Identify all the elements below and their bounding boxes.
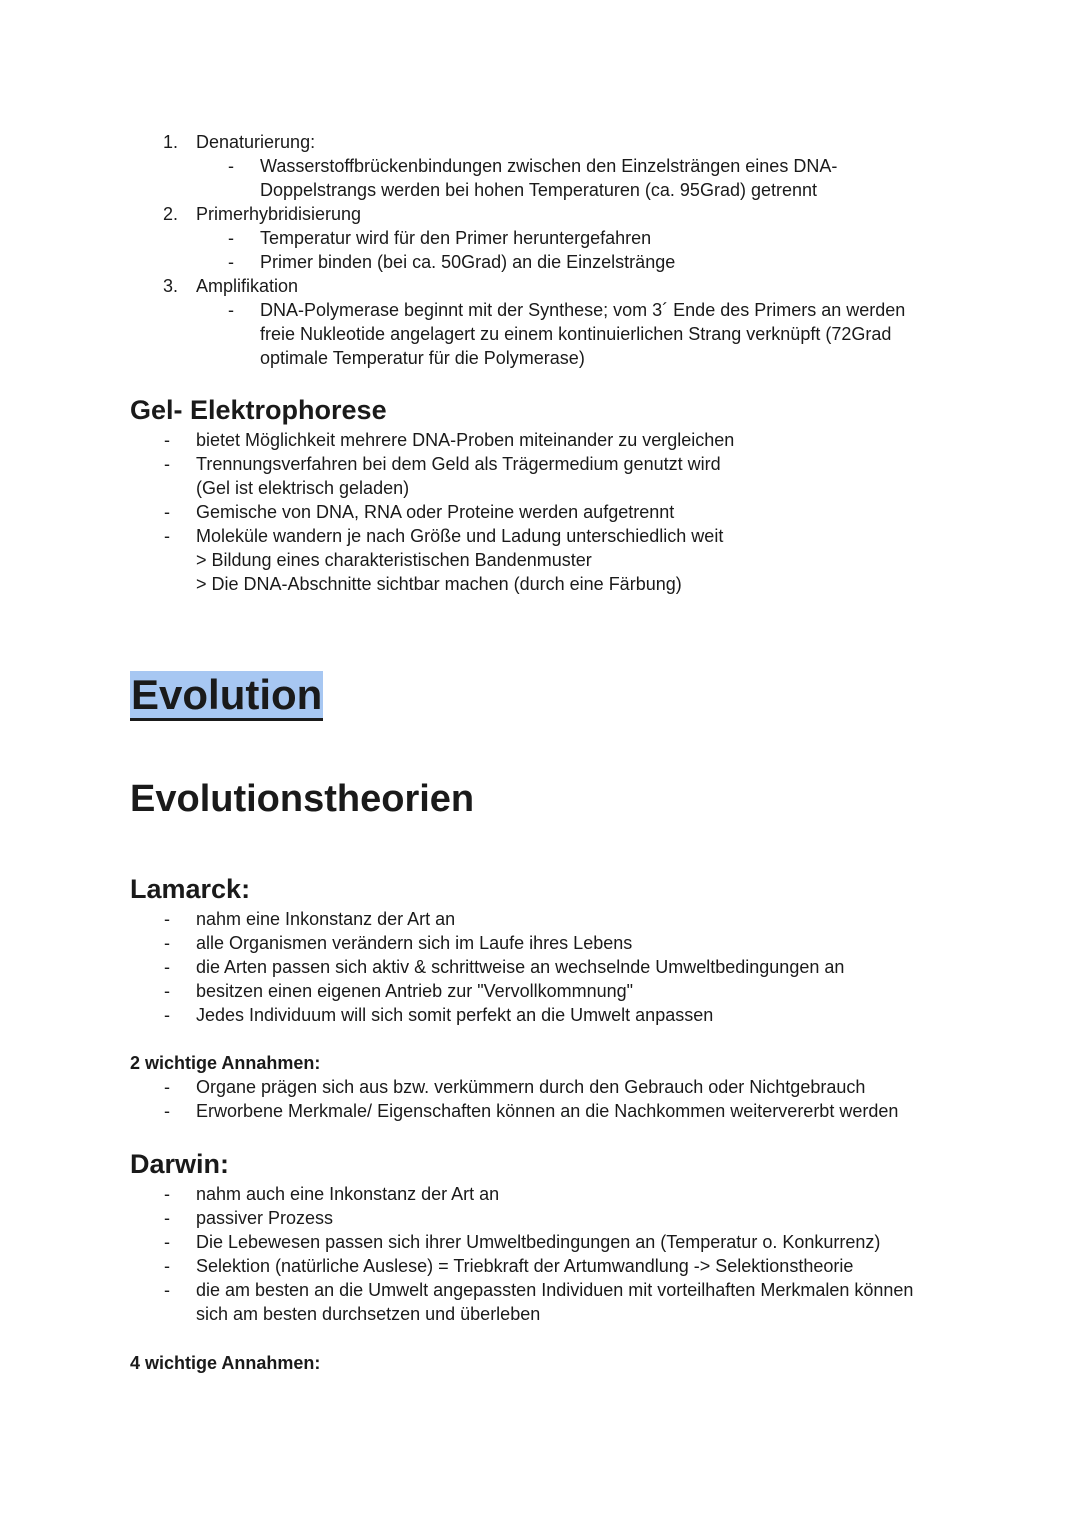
- dash-bullet-icon: -: [228, 228, 234, 248]
- bullet-line: > Bildung eines charakteristischen Bandenmuster: [196, 550, 592, 570]
- step-title: Primerhybridisierung: [196, 204, 362, 224]
- bullet-line: alle Organismen verändern sich im Laufe ihres Lebens: [196, 933, 633, 953]
- lamarck-assumptions-list: [130, 1075, 950, 1123]
- dash-bullet-icon: -: [164, 502, 170, 522]
- dash-bullet-icon: -: [164, 981, 170, 1001]
- dash-bullet-icon: -: [164, 430, 170, 450]
- section-heading-gel: Gel- Elektrophorese: [130, 395, 387, 425]
- dash-bullet-icon: -: [164, 957, 170, 977]
- list-item: [130, 202, 930, 226]
- bullet-line: die Arten passen sich aktiv & schrittweise an wechselnde Umweltbedingungen an: [196, 957, 845, 977]
- dash-bullet-icon: -: [164, 909, 170, 929]
- step-number: 2.: [163, 204, 179, 224]
- dash-bullet-icon: -: [164, 526, 170, 546]
- bullet-line: nahm auch eine Inkonstanz der Art an: [196, 1184, 500, 1204]
- list-item: [130, 1278, 930, 1326]
- lamarck-assumptions-label: 2 wichtige Annahmen:: [130, 1053, 321, 1073]
- list-item: [130, 428, 950, 452]
- list-item: [130, 274, 930, 298]
- dash-bullet-icon: -: [228, 252, 234, 272]
- bullet-line: die am besten an die Umwelt angepassten Individuen mit vorteilhaften Merkmalen können sich am besten durchsetzen und überleben: [196, 1280, 914, 1324]
- lamarck-bullet-list: [130, 907, 950, 1027]
- step-bullet: Primer binden (bei ca. 50Grad) an die Einzelstränge: [260, 252, 676, 272]
- dash-bullet-icon: -: [164, 1101, 170, 1121]
- dash-bullet-icon: -: [164, 1280, 170, 1300]
- bullet-line: bietet Möglichkeit mehrere DNA-Proben miteinander zu vergleichen: [196, 430, 735, 450]
- darwin-assumptions-label: 4 wichtige Annahmen:: [130, 1353, 321, 1373]
- pcr-steps-list: [130, 130, 930, 370]
- section-heading-darwin: Darwin:: [130, 1149, 230, 1179]
- section-heading-theories: Evolutionstheorien: [130, 778, 475, 820]
- dash-bullet-icon: -: [164, 454, 170, 474]
- list-item: [130, 1099, 950, 1123]
- list-item: [130, 1206, 930, 1230]
- list-item: [130, 907, 950, 931]
- gel-bullet-list: [130, 428, 950, 596]
- list-item: [130, 1254, 930, 1278]
- bullet-line: besitzen einen eigenen Antrieb zur "Vervollkommnung": [196, 981, 634, 1001]
- step-number: 3.: [163, 276, 179, 296]
- chapter-title-evolution[interactable]: [130, 670, 323, 720]
- dash-bullet-icon: -: [164, 1232, 170, 1252]
- step-bullet: Temperatur wird für den Primer heruntergefahren: [260, 228, 652, 248]
- bullet-line: > Die DNA-Abschnitte sichtbar machen (durch eine Färbung): [196, 574, 682, 594]
- list-item: [130, 1075, 950, 1099]
- bullet-line: (Gel ist elektrisch geladen): [196, 478, 410, 498]
- step-bullet: Wasserstoffbrückenbindungen zwischen den Einzelsträngen eines DNA-Doppelstrangs werden bei hohen Temperaturen (ca. 95Grad) getrennt: [260, 156, 838, 200]
- dash-bullet-icon: -: [164, 1077, 170, 1097]
- list-item: [130, 1230, 930, 1254]
- list-item: [130, 130, 930, 154]
- dash-bullet-icon: -: [164, 1184, 170, 1204]
- dash-bullet-icon: -: [164, 1005, 170, 1025]
- darwin-bullet-list: [130, 1182, 930, 1326]
- dash-bullet-icon: -: [164, 1256, 170, 1276]
- section-heading-lamarck: Lamarck:: [130, 874, 251, 904]
- step-number: 1.: [163, 132, 179, 152]
- dash-bullet-icon: -: [228, 300, 234, 320]
- list-item: [130, 524, 950, 596]
- list-item: [130, 1003, 950, 1027]
- list-item: [130, 452, 950, 500]
- bullet-line: Erworbene Merkmale/ Eigenschaften können an die Nachkommen weitervererbt werden: [196, 1101, 899, 1121]
- bullet-line: passiver Prozess: [196, 1208, 334, 1228]
- bullet-line: Trennungsverfahren bei dem Geld als Trägermedium genutzt wird: [196, 454, 721, 474]
- bullet-line: Moleküle wandern je nach Größe und Ladung unterschiedlich weit: [196, 526, 724, 546]
- list-item: [130, 500, 950, 524]
- list-item: [130, 931, 950, 955]
- bullet-line: Organe prägen sich aus bzw. verkümmern durch den Gebrauch oder Nichtgebrauch: [196, 1077, 866, 1097]
- dash-bullet-icon: -: [164, 933, 170, 953]
- step-bullet: DNA-Polymerase beginnt mit der Synthese; vom 3´ Ende des Primers an werden freie Nukleotide angelagert zu einem kontinuierlichen Strang verknüpft (72Grad optimale Temperatur für die Polymerase): [260, 300, 906, 368]
- list-item: [130, 250, 930, 274]
- bullet-line: Jedes Individuum will sich somit perfekt an die Umwelt anpassen: [196, 1005, 714, 1025]
- list-item: [130, 298, 920, 370]
- dash-bullet-icon: -: [228, 156, 234, 176]
- list-item: [130, 154, 880, 202]
- step-title: Amplifikation: [196, 276, 299, 296]
- list-item: [130, 226, 930, 250]
- selected-text-highlight[interactable]: Evolution: [131, 671, 323, 718]
- bullet-line: Die Lebewesen passen sich ihrer Umweltbedingungen an (Temperatur o. Konkurrenz): [196, 1232, 881, 1252]
- bullet-line: Selektion (natürliche Auslese) = Triebkraft der Artumwandlung -> Selektionstheorie: [196, 1256, 854, 1276]
- list-item: [130, 955, 950, 979]
- step-title: Denaturierung:: [196, 132, 316, 152]
- bullet-line: nahm eine Inkonstanz der Art an: [196, 909, 456, 929]
- list-item: [130, 979, 950, 1003]
- bullet-line: Gemische von DNA, RNA oder Proteine werden aufgetrennt: [196, 502, 675, 522]
- dash-bullet-icon: -: [164, 1208, 170, 1228]
- list-item: [130, 1182, 930, 1206]
